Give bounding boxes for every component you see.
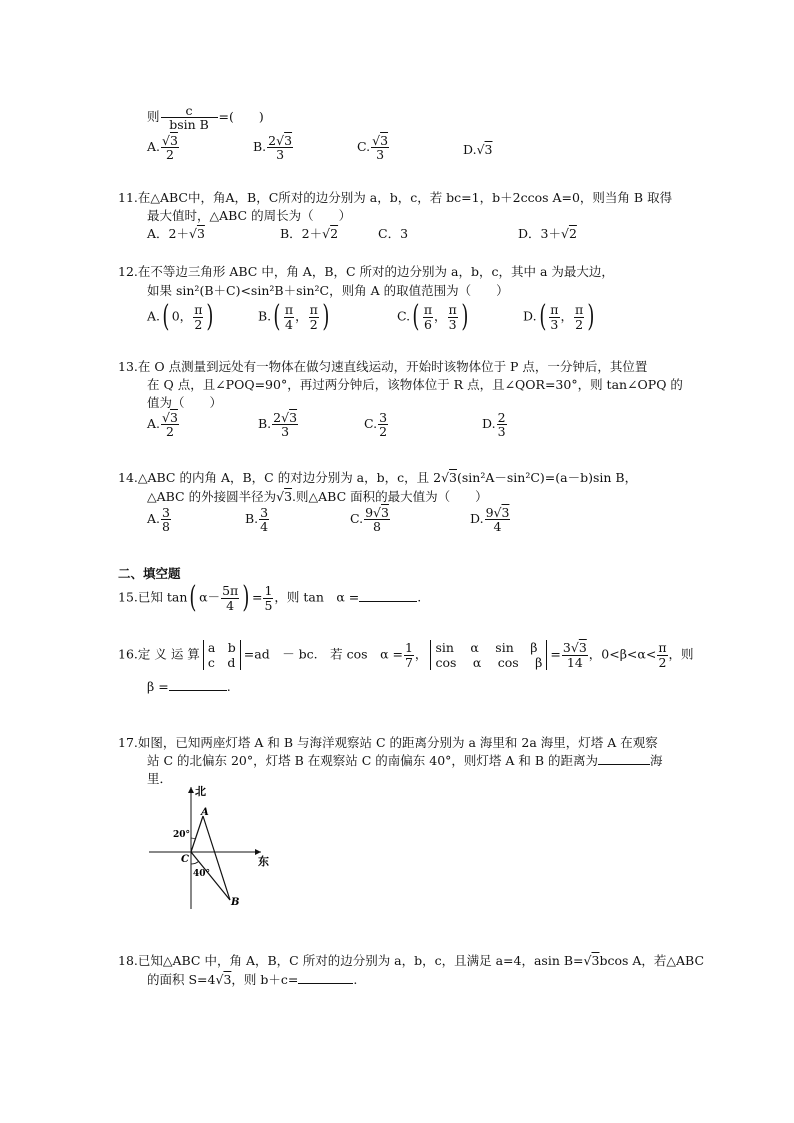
q11-option-a[interactable]: A．2＋√3 [147,226,205,241]
q12-option-d[interactable]: D.( $\frac{\pi}{3}$ ， $\frac{\pi}{2}$ ) [523,299,595,334]
q12-option-b[interactable]: B.( $\frac{\pi}{4}$ ， $\frac{\pi}{2}$ ) [258,299,330,334]
q10-option-c[interactable]: C. $\frac{√3}{3}$ [357,133,389,163]
q16-line2: β = . [147,679,231,694]
q13-option-d[interactable]: D. $\frac{2}{3}$ [482,410,506,440]
q18-line1: 18.已知△ABC 中，角 A，B，C 所对的边分别为 a，b，c，且满足 a=4，asin B=√3bcos A，若△ABC [118,953,705,968]
point-B-label: B [231,897,240,908]
q14-option-c[interactable]: C. $\frac{9√3}{8}$ [350,505,389,535]
q16-stem: 16.定 义 运 算 a b c d =ad － bc. 若 cos α = $\frac{1}{7}$ ， sin α sin β cos α cos β = $\frac{3√3}{14}$ ，0<β<α< $\frac{\pi}{2}$ ，则 [118,640,694,670]
q13-option-c[interactable]: C. $\frac{3}{2}$ [364,410,388,440]
q18-line2: 的面积 S=4√3，则 b＋c= . [147,972,358,987]
angle-40-label: 40° [193,869,211,879]
q12-line1: 12.在不等边三角形 ABC 中，角 A，B，C 所对的边分别为 a，b，c，其中 a 为最大边， [118,264,614,279]
q10-option-d[interactable]: D.√3 [463,142,493,157]
q13-option-a[interactable]: A. $\frac{√3}{2}$ [147,410,178,440]
q11-line1: 11.在△ABC中，角A，B，C所对的边分别为 a，b，c，若 bc=1，b＋2ccos A=0，则当角 B 取得 [118,190,673,205]
section-title-fill-in: 二、填空题 [118,566,181,581]
q16-determinant-def: a b c d [203,640,241,670]
q15-answer-blank[interactable] [359,589,417,602]
lighthouse-figure [145,783,285,913]
north-label: 北 [195,785,206,798]
q16-determinant-value: sin α sin β cos α cos β [430,640,547,670]
q14-option-a[interactable]: A. $\frac{3}{8}$ [147,505,170,535]
q17-answer-blank[interactable] [598,752,650,765]
point-A-label: A [201,807,209,818]
q11-line2: 最大值时，△ABC 的周长为（ ） [147,208,352,223]
point-C-label: C [181,854,189,865]
side-CA [191,816,203,852]
q16-answer-blank[interactable] [169,678,227,691]
q12-option-a[interactable]: A.( 0， $\frac{\pi}{2}$ ) [147,299,214,334]
q13-option-b[interactable]: B. $\frac{2√3}{3}$ [258,410,298,440]
q14-line1: 14.△ABC 的内角 A，B，C 的对边分别为 a，b，c，且 2√3(sin²A－sin²C)=(a－b)sin B， [118,470,638,485]
angle-arc-40 [191,862,199,865]
side-AB [203,816,230,900]
q14-option-b[interactable]: B. $\frac{3}{4}$ [245,505,269,535]
q12-line2: 如果 sin²(B＋C)<sin²B＋sin²C，则角 A 的取值范围为（ ） [147,283,509,298]
angle-arc-20 [191,838,196,839]
q17-line2: 站 C 的北偏东 20°，灯塔 B 在观察站 C 的南偏东 40°，则灯塔 A 和 B 的距离为 海 [147,753,663,768]
q14-option-d[interactable]: D. $\frac{9√3}{4}$ [470,505,510,535]
q13-line3: 值为（ ） [147,395,223,410]
q13-line2: 在 Q 点，且∠POQ=90°，再过两分钟后，该物体位于 R 点，且∠QOR=30°，则 tan∠OPQ 的 [147,377,683,392]
q15-stem: 15.已知 tan( α－ $\frac{5\pi}{4}$ ) = $\frac{1}{5}$ ，则 tan α = . [118,580,422,615]
q17-line1: 17.如图，已知两座灯塔 A 和 B 与海洋观察站 C 的距离分别为 a 海里和 2a 海里，灯塔 A 在观察 [118,735,658,750]
east-label: 东 [258,855,269,868]
q11-option-b[interactable]: B．2＋√2 [280,226,339,241]
q14-line2: △ABC 的外接圆半径为√3.则△ABC 面积的最大值为（ ） [147,489,488,504]
q12-option-c[interactable]: C.( $\frac{\pi}{6}$ ， $\frac{\pi}{3}$ ) [397,299,469,334]
q10-fraction: $\frac{c}{\text{bsin B}}$ [161,104,218,131]
q10-option-a[interactable]: A. $\frac{√3}{2}$ [147,133,178,163]
angle-20-label: 20° [173,830,191,840]
q18-answer-blank[interactable] [298,971,353,984]
q10-stem: 则 $\frac{c}{\text{bsin B}}$ =( ) [147,103,264,133]
q11-option-c[interactable]: C．3 [378,226,409,241]
q11-option-d[interactable]: D．3＋√2 [518,226,577,241]
q17-line3: 里． [147,771,173,786]
q10-option-b[interactable]: B. $\frac{2√3}{3}$ [253,133,293,163]
q13-line1: 13.在 O 点测量到远处有一物体在做匀速直线运动，开始时该物体位于 P 点，一分钟后，其位置 [118,359,648,374]
